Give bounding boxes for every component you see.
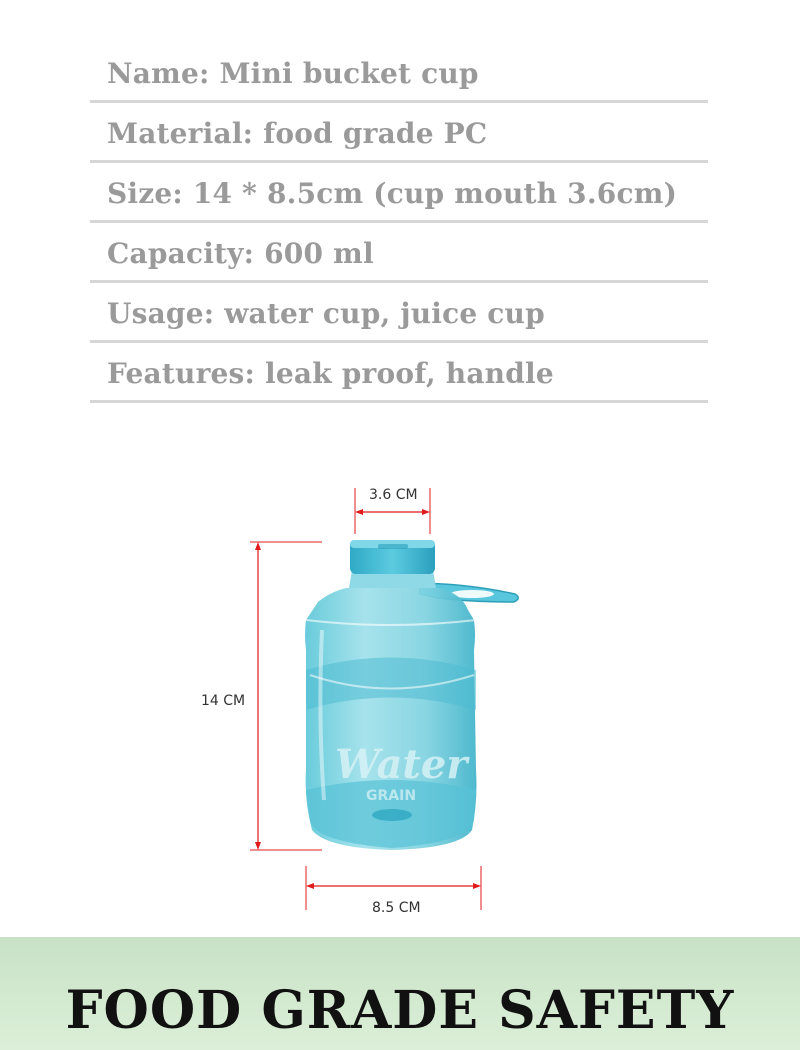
bottle-emboss-sub: GRAIN [366,788,417,804]
bottle-illustration [0,470,800,930]
spec-name: Name: Mini bucket cup [107,57,479,90]
spec-row-name [90,48,708,103]
height-dimension-label: 14 CM [201,693,246,709]
product-figure [0,470,800,930]
spec-row-features [90,343,708,403]
spec-row-usage [90,283,708,343]
spec-row-capacity [90,223,708,283]
spec-row-size [90,163,708,223]
spec-list [90,48,708,403]
bottle [305,540,518,850]
width-dimension-label: 8.5 CM [372,900,421,916]
spec-capacity: Capacity: 600 ml [107,237,374,270]
spec-usage: Usage: water cup, juice cup [107,297,545,330]
mouth-dimension-label: 3.6 CM [369,487,418,503]
bottle-emboss-text: Water [335,741,468,788]
spec-size: Size: 14 * 8.5cm (cup mouth 3.6cm) [107,177,678,210]
banner-title: FOOD GRADE SAFETY [65,980,735,1041]
spec-row-material [90,103,708,163]
spec-material: Material: food grade PC [107,117,488,150]
spec-features: Features: leak proof, handle [107,357,554,390]
